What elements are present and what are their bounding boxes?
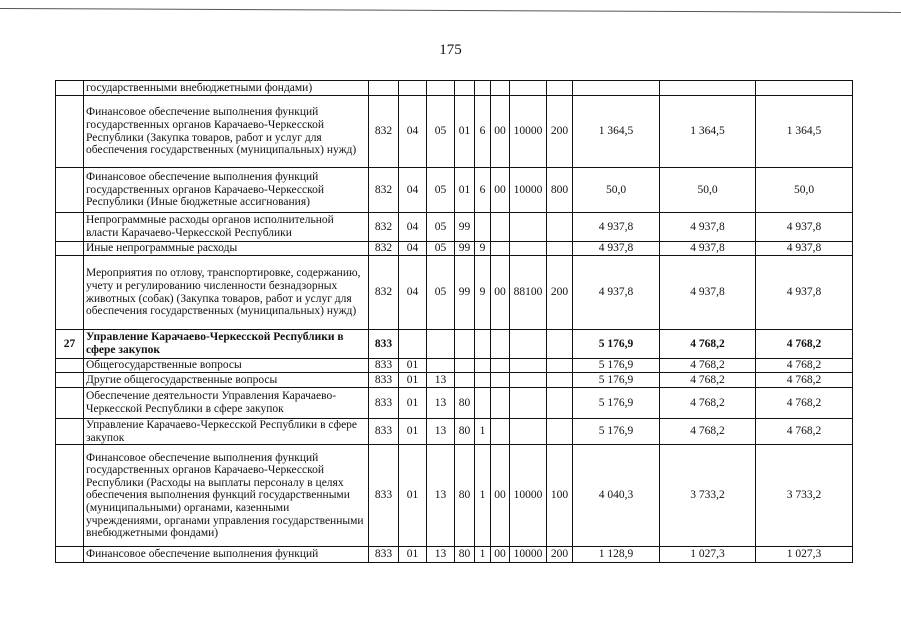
ministry-code-cell: 833 <box>369 547 399 563</box>
direction-code-cell <box>510 373 547 388</box>
subsection-code-cell: 05 <box>427 242 455 256</box>
amount-year1-cell: 5 176,9 <box>573 419 660 445</box>
row-number-cell <box>56 373 84 388</box>
amount-year3-cell: 4 768,2 <box>756 373 853 388</box>
item-name-cell: Обеспечение деятельности Управления Карачаево-Черкесской Республики в сфере закупок <box>84 388 369 419</box>
subsection-code-cell: 13 <box>427 388 455 419</box>
ministry-code-cell: 833 <box>369 359 399 373</box>
table-row <box>56 242 853 256</box>
amount-year1-cell: 5 176,9 <box>573 330 660 359</box>
subprogram-code-cell: 1 <box>475 547 491 563</box>
section-code-cell: 01 <box>399 373 427 388</box>
amount-year3-cell: 1 364,5 <box>756 96 853 168</box>
event-code-cell <box>491 213 510 242</box>
event-code-cell <box>491 373 510 388</box>
page-number: 175 <box>439 42 462 58</box>
amount-year2-cell: 1 364,5 <box>660 96 756 168</box>
subprogram-code-cell <box>475 81 491 96</box>
amount-year1-cell: 5 176,9 <box>573 373 660 388</box>
ministry-code-cell: 832 <box>369 96 399 168</box>
event-code-cell <box>491 330 510 359</box>
expense-type-cell <box>547 373 573 388</box>
table-row <box>56 388 853 419</box>
row-number-cell: 27 <box>56 330 84 359</box>
subsection-code-cell: 05 <box>427 213 455 242</box>
amount-year1-cell: 1 364,5 <box>573 96 660 168</box>
amount-year2-cell: 1 027,3 <box>660 547 756 563</box>
direction-code-cell <box>510 213 547 242</box>
amount-year2-cell: 4 937,8 <box>660 256 756 330</box>
subsection-code-cell: 13 <box>427 373 455 388</box>
expense-type-cell <box>547 242 573 256</box>
expense-type-cell <box>547 330 573 359</box>
subprogram-code-cell: 6 <box>475 168 491 213</box>
section-code-cell: 01 <box>399 547 427 563</box>
item-name-cell: Другие общегосударственные вопросы <box>84 373 369 388</box>
amount-year3-cell: 4 937,8 <box>756 213 853 242</box>
direction-code-cell <box>510 388 547 419</box>
row-number-cell <box>56 419 84 445</box>
direction-code-cell: 10000 <box>510 547 547 563</box>
subsection-code-cell: 05 <box>427 96 455 168</box>
direction-code-cell: 88100 <box>510 256 547 330</box>
ministry-code-cell: 832 <box>369 213 399 242</box>
item-name-cell: Управление Карачаево-Черкесской Республики в сфере закупок <box>84 419 369 445</box>
amount-year1-cell: 4 040,3 <box>573 445 660 547</box>
section-code-cell <box>399 81 427 96</box>
amount-year2-cell: 4 937,8 <box>660 242 756 256</box>
subprogram-code-cell: 1 <box>475 419 491 445</box>
amount-year1-cell: 5 176,9 <box>573 388 660 419</box>
subsection-code-cell <box>427 359 455 373</box>
program-code-cell: 99 <box>455 256 475 330</box>
subsection-code-cell: 05 <box>427 168 455 213</box>
section-code-cell <box>399 330 427 359</box>
budget-table <box>55 80 853 563</box>
amount-year2-cell: 50,0 <box>660 168 756 213</box>
direction-code-cell <box>510 419 547 445</box>
amount-year3-cell: 4 768,2 <box>756 330 853 359</box>
row-number-cell <box>56 256 84 330</box>
event-code-cell <box>491 81 510 96</box>
table-row <box>56 81 853 96</box>
expense-type-cell: 200 <box>547 547 573 563</box>
item-name-cell: Финансовое обеспечение выполнения функций государственных органов Карачаево-Черкесской Республики (Закупка товаров, работ и услуг для обеспечения государственных (муниципальных) нужд) <box>84 96 369 168</box>
ministry-code-cell: 833 <box>369 445 399 547</box>
event-code-cell <box>491 419 510 445</box>
item-name-cell: государственными внебюджетными фондами) <box>84 81 369 96</box>
expense-type-cell <box>547 388 573 419</box>
program-code-cell <box>455 359 475 373</box>
ministry-code-cell: 832 <box>369 168 399 213</box>
item-name-cell: Финансовое обеспечение выполнения функций государственных органов Карачаево-Черкесской Республики (Расходы на выплаты персоналу в целях обеспечения выполнения функций государственными (муниципальными) органами, казенными учреждениями, органами управления государственными внебюджетными фондами) <box>84 445 369 547</box>
amount-year1-cell: 5 176,9 <box>573 359 660 373</box>
page-top-rule <box>0 8 901 13</box>
table-row <box>56 547 853 563</box>
subsection-code-cell <box>427 81 455 96</box>
ministry-code-cell: 833 <box>369 419 399 445</box>
section-code-cell: 01 <box>399 388 427 419</box>
amount-year3-cell: 4 768,2 <box>756 388 853 419</box>
program-code-cell <box>455 330 475 359</box>
table-row <box>56 330 853 359</box>
program-code-cell: 99 <box>455 213 475 242</box>
program-code-cell: 80 <box>455 419 475 445</box>
expense-type-cell: 200 <box>547 96 573 168</box>
ministry-code-cell: 833 <box>369 388 399 419</box>
event-code-cell: 00 <box>491 168 510 213</box>
direction-code-cell <box>510 242 547 256</box>
ministry-code-cell: 833 <box>369 373 399 388</box>
program-code-cell: 80 <box>455 388 475 419</box>
ministry-code-cell <box>369 81 399 96</box>
amount-year2-cell: 4 768,2 <box>660 419 756 445</box>
table-row <box>56 96 853 168</box>
expense-type-cell <box>547 419 573 445</box>
ministry-code-cell: 833 <box>369 330 399 359</box>
expense-type-cell: 100 <box>547 445 573 547</box>
direction-code-cell <box>510 330 547 359</box>
amount-year1-cell: 1 128,9 <box>573 547 660 563</box>
direction-code-cell: 10000 <box>510 445 547 547</box>
amount-year3-cell: 4 937,8 <box>756 256 853 330</box>
direction-code-cell <box>510 81 547 96</box>
program-code-cell <box>455 373 475 388</box>
section-code-cell: 04 <box>399 96 427 168</box>
subsection-code-cell: 13 <box>427 445 455 547</box>
amount-year3-cell <box>756 81 853 96</box>
amount-year1-cell: 50,0 <box>573 168 660 213</box>
amount-year2-cell: 4 937,8 <box>660 213 756 242</box>
item-name-cell: Общегосударственные вопросы <box>84 359 369 373</box>
expense-type-cell: 200 <box>547 256 573 330</box>
program-code-cell: 80 <box>455 445 475 547</box>
subprogram-code-cell <box>475 359 491 373</box>
item-name-cell: Непрограммные расходы органов исполнительной власти Карачаево-Черкесской Республики <box>84 213 369 242</box>
event-code-cell: 00 <box>491 96 510 168</box>
expense-type-cell <box>547 81 573 96</box>
amount-year2-cell: 4 768,2 <box>660 388 756 419</box>
subprogram-code-cell <box>475 213 491 242</box>
row-number-cell <box>56 81 84 96</box>
budget-table-body <box>56 81 853 563</box>
event-code-cell: 00 <box>491 445 510 547</box>
subprogram-code-cell <box>475 388 491 419</box>
amount-year3-cell: 50,0 <box>756 168 853 213</box>
section-code-cell: 04 <box>399 256 427 330</box>
subprogram-code-cell <box>475 373 491 388</box>
amount-year2-cell: 4 768,2 <box>660 330 756 359</box>
amount-year2-cell: 4 768,2 <box>660 373 756 388</box>
amount-year2-cell: 4 768,2 <box>660 359 756 373</box>
row-number-cell <box>56 242 84 256</box>
item-name-cell: Финансовое обеспечение выполнения функций <box>84 547 369 563</box>
subprogram-code-cell: 9 <box>475 256 491 330</box>
amount-year1-cell: 4 937,8 <box>573 242 660 256</box>
row-number-cell <box>56 445 84 547</box>
subsection-code-cell <box>427 330 455 359</box>
subsection-code-cell: 13 <box>427 419 455 445</box>
event-code-cell <box>491 359 510 373</box>
subprogram-code-cell: 6 <box>475 96 491 168</box>
row-number-cell <box>56 388 84 419</box>
table-row <box>56 419 853 445</box>
program-code-cell: 99 <box>455 242 475 256</box>
expense-type-cell <box>547 213 573 242</box>
amount-year3-cell: 3 733,2 <box>756 445 853 547</box>
ministry-code-cell: 832 <box>369 242 399 256</box>
section-code-cell: 01 <box>399 445 427 547</box>
item-name-cell: Иные непрограммные расходы <box>84 242 369 256</box>
direction-code-cell <box>510 359 547 373</box>
section-code-cell: 04 <box>399 242 427 256</box>
ministry-code-cell: 832 <box>369 256 399 330</box>
subsection-code-cell: 13 <box>427 547 455 563</box>
section-code-cell: 01 <box>399 419 427 445</box>
event-code-cell <box>491 388 510 419</box>
item-name-cell: Управление Карачаево-Черкесской Республики в сфере закупок <box>84 330 369 359</box>
program-code-cell <box>455 81 475 96</box>
amount-year1-cell: 4 937,8 <box>573 213 660 242</box>
table-row <box>56 256 853 330</box>
amount-year3-cell: 4 768,2 <box>756 419 853 445</box>
direction-code-cell: 10000 <box>510 96 547 168</box>
subprogram-code-cell: 9 <box>475 242 491 256</box>
table-row <box>56 213 853 242</box>
section-code-cell: 04 <box>399 168 427 213</box>
amount-year1-cell <box>573 81 660 96</box>
table-row <box>56 168 853 213</box>
item-name-cell: Финансовое обеспечение выполнения функций государственных органов Карачаево-Черкесской Республики (Иные бюджетные ассигнования) <box>84 168 369 213</box>
amount-year3-cell: 1 027,3 <box>756 547 853 563</box>
program-code-cell: 01 <box>455 168 475 213</box>
item-name-cell: Мероприятия по отлову, транспортировке, содержанию, учету и регулированию численности безнадзорных животных (собак) (Закупка товаров, работ и услуг для обеспечения государственных (муниципальных) нужд) <box>84 256 369 330</box>
row-number-cell <box>56 547 84 563</box>
subsection-code-cell: 05 <box>427 256 455 330</box>
expense-type-cell: 800 <box>547 168 573 213</box>
subprogram-code-cell <box>475 330 491 359</box>
row-number-cell <box>56 213 84 242</box>
amount-year2-cell <box>660 81 756 96</box>
amount-year3-cell: 4 937,8 <box>756 242 853 256</box>
row-number-cell <box>56 168 84 213</box>
table-row <box>56 373 853 388</box>
row-number-cell <box>56 359 84 373</box>
row-number-cell <box>56 96 84 168</box>
program-code-cell: 80 <box>455 547 475 563</box>
event-code-cell <box>491 242 510 256</box>
amount-year1-cell: 4 937,8 <box>573 256 660 330</box>
table-row <box>56 359 853 373</box>
section-code-cell: 04 <box>399 213 427 242</box>
direction-code-cell: 10000 <box>510 168 547 213</box>
amount-year2-cell: 3 733,2 <box>660 445 756 547</box>
section-code-cell: 01 <box>399 359 427 373</box>
subprogram-code-cell: 1 <box>475 445 491 547</box>
expense-type-cell <box>547 359 573 373</box>
table-row <box>56 445 853 547</box>
event-code-cell: 00 <box>491 256 510 330</box>
amount-year3-cell: 4 768,2 <box>756 359 853 373</box>
event-code-cell: 00 <box>491 547 510 563</box>
program-code-cell: 01 <box>455 96 475 168</box>
